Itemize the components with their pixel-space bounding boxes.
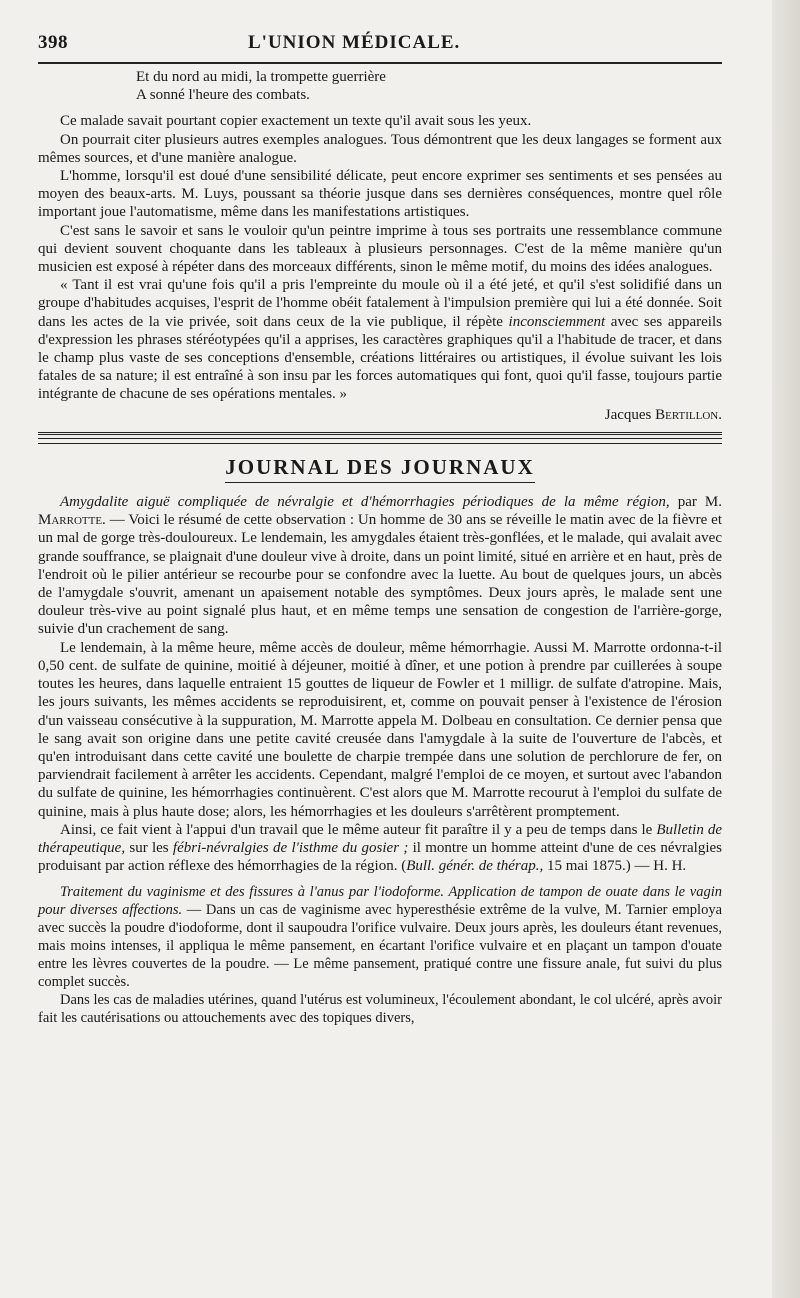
article-body <box>38 68 722 1027</box>
abstract-title: Amygdalite aiguë compliquée de névralgie et d'hémorrhagies périodiques de la même région, <box>60 494 670 511</box>
page-header <box>38 32 722 54</box>
abstract-1: Amygdalite aiguë compliquée de névralgie et d'hémorrhagies périodiques de la même région, par M. Marrotte. — Voici le résumé de cette observation : Un homme de 30 ans se réveille le matin avec de la fièvre et un mal de gorge très-douloureux. Le lendemain, les amygdales étaient très-gonflées, et le malade, qui avalait avec grande souffrance, se plaignait d'une douleur vive à droite, dans un point limité, situé en arrière et en haut, près de l'endroit où le pilier antérieur se recourbe pour se confondre avec la luette. Au bout de quelques jours, un abcès de l'amygdale s'ouvrit, amenant un apaisement notable des symptômes. Deux jours après, le malade sent une douleur très-vive au point signalé plus haut, et en même temps une sensation de congestion de l'arrière-gorge, suivie d'un crachement de sang. <box>38 494 723 638</box>
page-number: 398 <box>38 32 68 53</box>
verse-line-1: Et du nord au midi, la trompette guerrière <box>136 69 386 85</box>
verse-quote <box>38 68 722 104</box>
author: Marrotte. <box>38 512 106 529</box>
section-title: JOURNAL DES JOURNAUX <box>225 454 535 479</box>
running-title: L'UNION MÉDICALE. <box>248 32 461 53</box>
verse-line-2: A sonné l'heure des combats. <box>136 87 310 104</box>
paragraph: Ce malade savait pourtant copier exactement un texte qu'il avait sous les yeux. <box>60 113 532 130</box>
paragraph: L'homme, lorsqu'il est doué d'une sensibilité délicate, peut encore exprimer ses sentiments et ses pensées au moyen des beaux-arts. M. Luys, poussant sa théorie jusque dans ses dernières conséquences, montre quel rôle important joue l'automatisme, même dans les manifestations artistiques. <box>38 168 722 221</box>
paragraph: Dans les cas de maladies utérines, quand l'utérus est volumineux, l'écoulement abondant, le col ulcéré, après avoir fait les cautérisations ou attouchements avec des topiques divers, <box>38 992 722 1027</box>
quotation-paragraph: « Tant il est vrai qu'une fois qu'il a pris l'empreinte du moule où il a été jeté, et qu'il s'est solidifié dans un groupe d'habitudes acquises, l'esprit de l'homme obéit fatalement à l'impulsion première qui lui a été donnée. Soit dans les actes de la vie privée, soit dans ceux de la vie publique, il répète inconsciemment avec ses appareils d'expression les phrases stéréotypées qu'il a apprises, les caractères graphiques qu'il a l'habitude de tracer, et dans le champ plus vaste de ses conceptions d'ensemble, créations littéraires ou artistiques, il évolue suivant les lois fatales de sa nature; il est entraîné à son insu par les forces automatiques qui font, quoi qu'il fasse, toujours partie intégrante de chacune de ses opérations mentales. » <box>38 277 722 403</box>
paragraph: Ainsi, ce fait vient à l'appui d'un travail que le même auteur fit paraître il y a peu de temps dans le Bulletin de thérapeutique, sur les fébri-névralgies de l'isthme du gosier ; il montre un homme atteint d'une de ces névralgies produisant par action réflexe des hémorrhagies de la région. (Bull. génér. de thérap., 15 mai 1875.) — H. H. <box>38 821 722 875</box>
abstract-title: Traitement du vaginisme et des fissures à l'anus par l'iodoforme. Application de tampon de ouate dans le vagin pour diverses affections. <box>38 884 722 919</box>
paragraph: C'est sans le savoir et sans le vouloir qu'un peintre imprime à tous ses portraits une ressemblance commune qui devient souvent choquante dans les tableaux à plusieurs personnages. C'est de la même manière qu'un musicien est exposé à répéter dans des morceaux différents, sinon le même motif, du moins des idées analogues. <box>38 222 722 276</box>
abstract-2: Traitement du vaginisme et des fissures à l'anus par l'iodoforme. Application de tampon de ouate dans le vagin pour diverses affections. — Dans un cas de vaginisme avec hyperesthésie extrême de la vulve, M. Tarnier employa avec succès la poudre d'iodoforme, dont il saupoudra l'orifice vulvaire. Deux jours après, les douleurs étant revenues, mais moins intenses, il appliqua le même pansement, en écartant l'orifice vulvaire et en plaçant un tampon d'ouate entre les lèvres couvertes de la poudre. — Le même pansement, pratiqué contre une fissure anale, fut suivi du plus complet succès. <box>38 884 722 991</box>
paragraph: Le lendemain, à la même heure, même accès de douleur, même hémorrhagie. Aussi M. Marrotte ordonna-t-il 0,50 cent. de sulfate de quinine, moitié à déjeuner, moitié à dîner, et une potion à prendre par cuillerées à soupe toutes les heures, dans laquelle entraient 15 gouttes de liqueur de Fowler et 1 milligr. de sulfate d'atropine. Mais, les jours suivants, les mêmes accidents se reproduisirent, et, comme on pouvait penser à l'existence de l'érosion d'un vaisseau consécutive à la suppuration, M. Marrotte appela M. Dolbeau en consultation. Ce dernier pensa que le sang avait son origine dans une petite cavité creusée dans l'amygdale à la suite de l'ouverture de l'abcès, et qu'en introduisant dans cette cavité une boulette de charpie trempée dans une solution de perchlorure de fer, on parviendrait facilement à arrêter les accidents. Cependant, malgré l'emploi de ce moyen, et surtout avec l'abandon du sulfate de quinine, les hémorrhagies continuèrent. C'est alors que M. Marrotte recourut à l'emploi du sulfate de quinine, mais à plus haute dose; alors, les hémorrhagies et les douleurs s'arrêtèrent promptement. <box>38 639 722 820</box>
header-rule <box>38 62 722 64</box>
paragraph: On pourrait citer plusieurs autres exemples analogues. Tous démontrent que les deux langages se forment aux mêmes sources, et d'une manière analogue. <box>38 131 722 166</box>
page-edge <box>772 0 800 1298</box>
section-separator <box>38 432 722 439</box>
title-underline <box>225 482 535 483</box>
author-signature: Jacques Bertillon. <box>604 406 722 423</box>
